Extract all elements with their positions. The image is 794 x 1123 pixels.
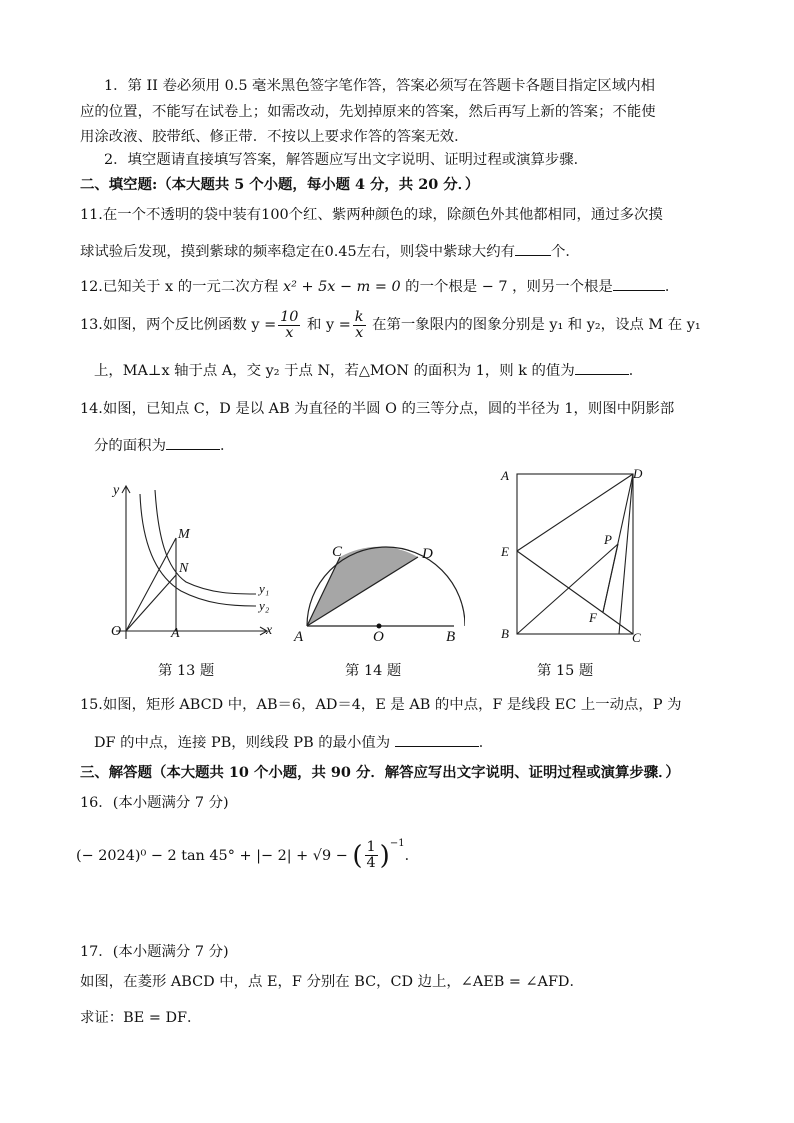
fraction-denominator: x bbox=[285, 324, 294, 341]
q13-line-1 bbox=[80, 308, 701, 342]
q11-line-1: 11.在一个不透明的袋中装有100个红、紫两种颜色的球，除颜色外其他都相同，通过多次摸 bbox=[80, 207, 663, 223]
label-M: M bbox=[178, 527, 190, 542]
figure-15 bbox=[495, 462, 655, 647]
q15-line-2 bbox=[94, 731, 493, 753]
segment-PF bbox=[603, 544, 618, 612]
label-y1: y₁ bbox=[259, 581, 270, 596]
curve-y1 bbox=[155, 490, 256, 594]
fraction-denominator: 4 bbox=[366, 855, 376, 872]
fraction-denominator: x bbox=[355, 324, 364, 341]
note-1-line-2: 应的位置，不能写在试卷上；如需改动，先划掉原来的答案，然后再写上新的答案；不能使 bbox=[80, 104, 656, 120]
q16-expression: (− 2024)⁰ − 2 tan 45° + |− 2| + √9 − ( $\frac{1}{4}$ )$^{-1}$． bbox=[76, 838, 419, 872]
note-1-line-1: 1．第 II 卷必须用 0.5 毫米黑色签字笔作答，答案必须写在答题卡各题目指定区域内相 bbox=[104, 78, 655, 94]
label-x: x bbox=[266, 623, 273, 638]
q11-tail: 个． bbox=[550, 244, 580, 260]
q11-text: 球试验后发现，摸到紫球的频率稳定在0.45左右，则袋中紫球大约有 bbox=[80, 244, 515, 260]
label-O: O bbox=[373, 629, 384, 645]
label-D: D bbox=[633, 466, 643, 481]
q17-line-2: 求证：BE = DF． bbox=[80, 1010, 202, 1026]
segment-DC-inner bbox=[619, 474, 633, 634]
note-2: 2．填空题请直接填写答案，解答题应写出文字说明、证明过程或演算步骤． bbox=[104, 152, 589, 168]
label-O: O bbox=[111, 624, 122, 639]
center-point-O bbox=[377, 624, 382, 629]
q13-answer-blank[interactable] bbox=[575, 359, 629, 375]
q17-title: 17．(本小题满分 7 分) bbox=[80, 944, 229, 960]
q12-text-a: 12.已知关于 x 的一元二次方程 bbox=[80, 279, 284, 295]
shaded-region bbox=[307, 547, 418, 626]
label-B: B bbox=[446, 629, 456, 645]
q17-line-1: 如图，在菱形 ABCD 中，点 E，F 分别在 BC，CD 边上，∠AEB = ∠AFD． bbox=[80, 974, 584, 990]
fraction-numerator: 10 bbox=[280, 308, 299, 325]
caption-15: 第 15 题 bbox=[537, 663, 594, 679]
q13-line-2 bbox=[94, 359, 643, 381]
fraction-numerator: 1 bbox=[366, 839, 376, 856]
note-1-line-3: 用涂改液、胶带纸、修正带．不按以上要求作答的答案无效． bbox=[80, 129, 469, 145]
q11-answer-blank[interactable] bbox=[515, 240, 551, 256]
segment-ED bbox=[517, 474, 633, 551]
q13-text-c: 在第一象限内的图象分别是 y₁ 和 y₂，设点 M 在 y₁ bbox=[367, 317, 701, 333]
q13-text-b: 和 y = bbox=[302, 317, 351, 333]
label-B: B bbox=[501, 626, 509, 641]
q12-equation: x² + 5x − m = 0 bbox=[283, 279, 401, 295]
label-A: A bbox=[294, 629, 304, 645]
q16-title: 16．(本小题满分 7 分) bbox=[80, 795, 229, 811]
q15-tail: ． bbox=[478, 735, 494, 751]
q12 bbox=[80, 275, 679, 297]
q13-tail: ． bbox=[628, 363, 644, 379]
q15-line-1: 15.如图，矩形 ABCD 中，AB＝6，AD＝4，E 是 AB 的中点，F 是线段 EC 上一动点，P 为 bbox=[80, 697, 682, 713]
label-A: A bbox=[501, 468, 509, 483]
q14-line-2 bbox=[94, 434, 234, 456]
section-2-heading: 二、填空题:（本大题共 5 个小题，每小题 4 分，共 20 分．） bbox=[80, 176, 480, 193]
label-y: y bbox=[113, 483, 120, 498]
label-F: F bbox=[589, 610, 597, 625]
q12-tail: ． bbox=[664, 279, 680, 295]
q14-answer-blank[interactable] bbox=[166, 434, 220, 450]
caption-14: 第 14 题 bbox=[345, 663, 402, 679]
caption-13: 第 13 题 bbox=[158, 663, 215, 679]
q14-line-1: 14.如图，已知点 C，D 是以 AB 为直径的半圆 O 的三等分点，圆的半径为 1，则图中阴影部 bbox=[80, 401, 675, 417]
label-C: C bbox=[632, 630, 641, 645]
label-y2: y₂ bbox=[259, 598, 270, 613]
figure-14 bbox=[290, 532, 465, 647]
q16-fraction-1-4 bbox=[365, 840, 378, 871]
segment-OM bbox=[126, 538, 176, 631]
q15-answer-blank[interactable] bbox=[395, 731, 479, 747]
fraction-numerator: k bbox=[354, 308, 364, 325]
q12-answer-blank[interactable] bbox=[613, 275, 665, 291]
figure-13 bbox=[96, 476, 286, 646]
q14-tail: ． bbox=[219, 438, 235, 454]
label-C: C bbox=[332, 544, 343, 560]
label-P: P bbox=[604, 532, 612, 547]
q16-exponent: −1 bbox=[389, 838, 405, 849]
q14-text: 分的面积为 bbox=[94, 438, 166, 454]
q15-text: DF 的中点，连接 PB，则线段 PB 的最小值为 bbox=[94, 735, 395, 751]
q13-text-d: 上，MA⊥x 轴于点 A，交 y₂ 于点 N，若△MON 的面积为 1，则 k 的值为 bbox=[94, 363, 575, 379]
q16-expression-main: (− 2024)⁰ − 2 tan 45° + |− 2| + √9 − bbox=[76, 847, 353, 864]
label-N: N bbox=[179, 561, 189, 576]
label-A: A bbox=[171, 626, 180, 641]
segment-BP bbox=[517, 544, 618, 634]
section-3-heading: 三、解答题（本大题共 10 个小题，共 90 分．解答应写出文字说明、证明过程或演算步骤．） bbox=[80, 764, 680, 781]
label-D: D bbox=[422, 546, 433, 562]
q13-fraction-10-x bbox=[278, 310, 300, 341]
label-E: E bbox=[501, 544, 509, 559]
segment-EC bbox=[517, 551, 633, 634]
q12-text-b: 的一个根是 − 7 ，则另一个根是 bbox=[400, 279, 613, 295]
q13-text-a: 13.如图，两个反比例函数 y = bbox=[80, 317, 277, 333]
q16-period: ． bbox=[404, 847, 419, 864]
q13-fraction-k-x bbox=[353, 310, 366, 341]
q11-line-2 bbox=[80, 240, 580, 262]
